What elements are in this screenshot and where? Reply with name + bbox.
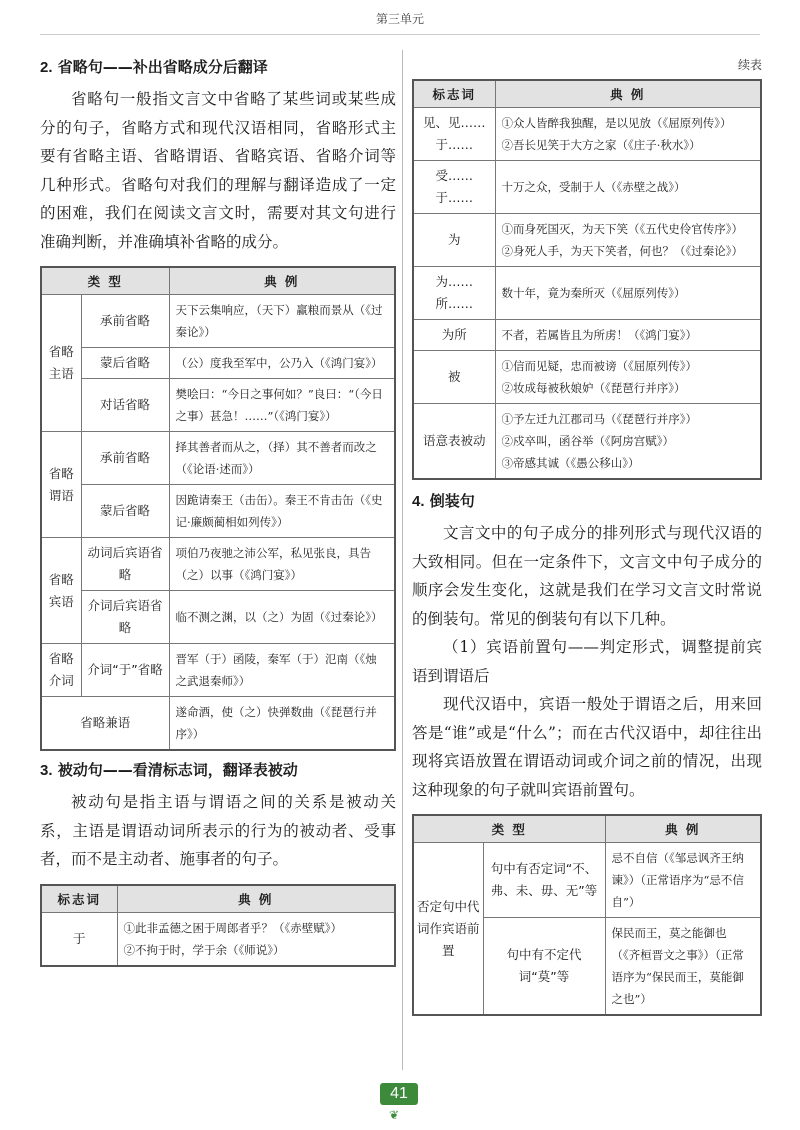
marker-cell: 语意表被动 [413, 404, 495, 480]
page-number-badge: 41 [380, 1083, 418, 1105]
group-cell: 否定句中代词作宾语前置 [413, 843, 483, 1016]
col-header-type: 类 型 [413, 815, 605, 843]
example-cell: 临不测之渊，以（之）为固（《过秦论》） [169, 591, 395, 644]
example-cell: 晋军（于）函陵，秦军（于）氾南（《烛之武退秦师》） [169, 644, 395, 697]
group-cell: 省略主语 [41, 295, 81, 432]
column-divider [402, 50, 403, 1070]
table-row [41, 348, 395, 379]
table-row [41, 432, 395, 485]
type-cell: 句中有否定词“不、弗、未、毋、无”等 [483, 843, 605, 918]
example-cell: 樊哙曰：“今日之事何如？”良曰：“（今日之事）甚急！……”（《鸿门宴》） [169, 379, 395, 432]
table-row [41, 644, 395, 697]
type-cell: 承前省略 [81, 432, 169, 485]
type-cell: 承前省略 [81, 295, 169, 348]
group-cell: 省略介词 [41, 644, 81, 697]
table-row [413, 214, 761, 267]
marker-cell: 见、见……于…… [413, 108, 495, 161]
table-row [413, 267, 761, 320]
marker-cell: 受……于…… [413, 161, 495, 214]
section-4-body: 文言文中的句子成分的排列形式与现代汉语的大致相同。但在一定条件下，文言文中句子成分的顺序会发生变化，这就是我们在学习文言文时常说的倒装句。常见的倒装句有以下几种。 [412, 524, 762, 628]
running-header: 第三单元 [375, 12, 424, 26]
right-column [412, 56, 762, 1016]
type-cell: 句中有不定代词“莫”等 [483, 918, 605, 1016]
example-cell: 数十年，竟为秦所灭（《屈原列传》） [495, 267, 761, 320]
table-row [41, 591, 395, 644]
passive-table-part2 [412, 79, 762, 480]
table-row [413, 351, 761, 404]
col-header-marker: 标志词 [413, 80, 495, 108]
type-cell: 对话省略 [81, 379, 169, 432]
section-3-body: 被动句是指主语与谓语之间的关系是被动关系，主语是谓语动词所表示的行为的被动者、受事者，而不是主动者、施事者的句子。 [40, 793, 396, 868]
group-cell: 省略谓语 [41, 432, 81, 538]
table-header-row [413, 815, 761, 843]
example-cell: ①众人皆醉我独醒，是以见放（《屈原列传》） ②吾长见笑于大方之家（《庄子·秋水》） [495, 108, 761, 161]
table-header-row [41, 885, 395, 913]
type-cell: 蒙后省略 [81, 485, 169, 538]
group-cell: 省略宾语 [41, 538, 81, 644]
header-rule [40, 34, 760, 35]
example-cell: ①此非孟德之困于周郎者乎？（《赤壁赋》） ②不拘于时，学于余（《师说》） [117, 912, 395, 966]
example-cell: 十万之众，受制于人（《赤壁之战》） [495, 161, 761, 214]
marker-cell: 为所 [413, 320, 495, 351]
example-cell: 因跪请秦王（击缶）。秦王不肯击缶（《史记·廉颇蔺相如列传》） [169, 485, 395, 538]
col-header-type: 类 型 [41, 267, 169, 295]
col-header-example: 典 例 [117, 885, 395, 913]
example-cell: 择其善者而从之，（择）其不善者而改之（《论语·述而》） [169, 432, 395, 485]
example-cell: 保民而王，莫之能御也（《齐桓晋文之事》）（正常语序为“保民而王，莫能御之也”） [605, 918, 761, 1016]
passive-table-part1 [40, 884, 396, 967]
table-header-row [413, 80, 761, 108]
col-header-example: 典 例 [169, 267, 395, 295]
col-header-marker: 标志词 [41, 885, 117, 913]
marker-cell: 为 [413, 214, 495, 267]
example-cell: 项伯乃夜驰之沛公军，私见张良，具告（之）以事（《鸿门宴》） [169, 538, 395, 591]
section-4-heading: 4. 倒装句 [412, 492, 475, 510]
example-cell: ①而身死国灭，为天下笑（《五代史伶官传序》） ②身死人手，为天下笑者，何也？（《过秦论》） [495, 214, 761, 267]
marker-cell: 为……所…… [413, 267, 495, 320]
col-header-example: 典 例 [605, 815, 761, 843]
left-column [40, 56, 396, 967]
type-cell: 动词后宾语省略 [81, 538, 169, 591]
object-preposing-table [412, 814, 762, 1016]
section-2-title: 省略句——补出省略成分后翻译 [57, 58, 268, 76]
table-header-row [41, 267, 395, 295]
col-header-example: 典 例 [495, 80, 761, 108]
example-cell: 忌不自信（《邹忌讽齐王纳谏》）（正常语序为“忌不信自”） [605, 843, 761, 918]
type-cell: 蒙后省略 [81, 348, 169, 379]
section-4-title: 倒装句 [429, 492, 475, 510]
table-row [413, 320, 761, 351]
continued-label: 续表 [737, 58, 762, 72]
table-row [41, 485, 395, 538]
table-row [41, 295, 395, 348]
table-row [413, 108, 761, 161]
marker-cell: 于 [41, 912, 117, 966]
example-cell: 天下云集响应，（天下）赢粮而景从（《过秦论》） [169, 295, 395, 348]
table-row [413, 843, 761, 918]
section-3-heading: 3. 被动句——看清标志词，翻译表被动 [40, 761, 298, 779]
example-cell: （公）度我至军中，公乃入（《鸿门宴》） [169, 348, 395, 379]
section-3-title: 被动句——看清标志词，翻译表被动 [57, 761, 298, 779]
table-row [413, 404, 761, 480]
example-cell: 遂命酒，使（之）快弹数曲（《琵琶行并序》） [169, 697, 395, 751]
table-row [41, 912, 395, 966]
section-2-body: 省略句一般指文言文中省略了某些词或某些成分的句子，省略方式和现代汉语相同，省略形式主要有省略主语、省略谓语、省略宾语、省略介词等几种形式。省略句对我们的理解与翻译造成了一定的困难，我们在阅读文言文时，需要对其文句进行准确判断，并准确填补省略的成分。 [40, 90, 396, 251]
table-row [413, 161, 761, 214]
table-row [41, 697, 395, 751]
example-cell: ①予左迁九江郡司马（《琵琶行并序》） ②戍卒叫，函谷举（《阿房宫赋》） ③帝感其诚（《愚公移山》） [495, 404, 761, 480]
example-cell: ①信而见疑，忠而被谤（《屈原列传》） ②妆成每被秋娘妒（《琵琶行并序》） [495, 351, 761, 404]
example-cell: 不者，若属皆且为所虏！（《鸿门宴》） [495, 320, 761, 351]
group-cell: 省略兼语 [41, 697, 169, 751]
section-4-body-2: 现代汉语中，宾语一般处于谓语之后，用来回答是“谁”或是“什么”；而在古代汉语中，却往往出现将宾语放置在谓语动词或介词之前的情况，出现这种现象的句子就叫宾语前置句。 [412, 695, 762, 799]
omission-table [40, 266, 396, 751]
table-row [41, 379, 395, 432]
marker-cell: 被 [413, 351, 495, 404]
leaf-ornament-icon: ❦ [389, 1108, 400, 1122]
table-row [41, 538, 395, 591]
section-4-subheading: （1）宾语前置句——判定形式，调整提前宾语到谓语后 [412, 638, 762, 685]
type-cell: 介词“于”省略 [81, 644, 169, 697]
section-2-heading: 2. 省略句——补出省略成分后翻译 [40, 58, 268, 76]
type-cell: 介词后宾语省略 [81, 591, 169, 644]
